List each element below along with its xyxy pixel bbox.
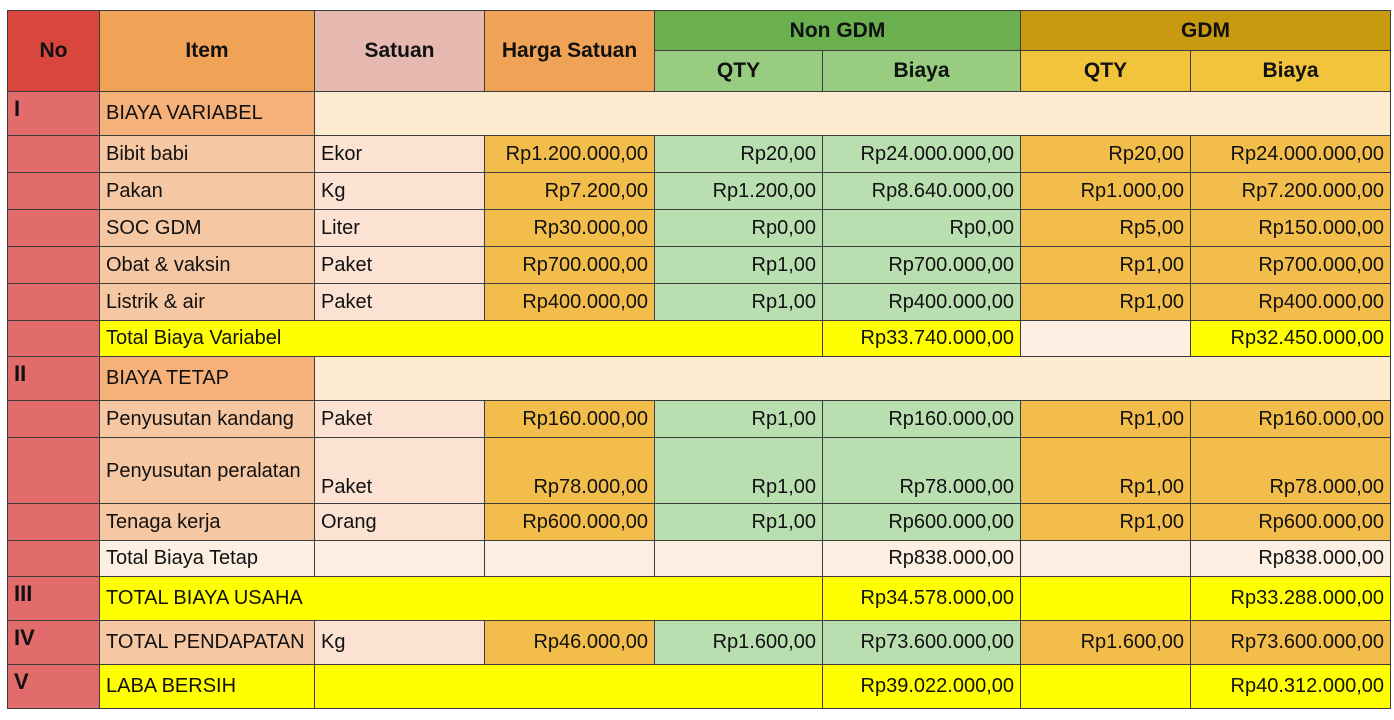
total-label: Total Biaya Tetap [100, 541, 315, 577]
gdm-qty-cell: Rp1,00 [1021, 438, 1191, 504]
summary-row-laba-bersih [8, 665, 1391, 709]
section-number: II [8, 357, 100, 401]
gdm-biaya-cell: Rp700.000,00 [1191, 247, 1391, 284]
section-band [315, 357, 1391, 401]
summary-label: LABA BERSIH [100, 665, 315, 709]
total-non-gdm: Rp838.000,00 [823, 541, 1021, 577]
total-row [8, 541, 1391, 577]
empty-cell [485, 541, 655, 577]
empty-cell [1021, 321, 1191, 357]
table-row [8, 284, 1391, 321]
harga-cell: Rp700.000,00 [485, 247, 655, 284]
row-number-cell [8, 438, 100, 504]
harga-cell: Rp78.000,00 [485, 438, 655, 504]
section-band [315, 92, 1391, 136]
row-number-cell [8, 401, 100, 438]
gdm-biaya-cell: Rp7.200.000,00 [1191, 173, 1391, 210]
satuan-cell: Orang [315, 504, 485, 541]
empty-cell [315, 541, 485, 577]
summary-gdm: Rp40.312.000,00 [1191, 665, 1391, 709]
empty-cell [1021, 577, 1191, 621]
cost-table-container [7, 10, 1391, 709]
harga-cell: Rp7.200,00 [485, 173, 655, 210]
section-row [8, 92, 1391, 136]
row-number-cell [8, 321, 100, 357]
section-row [8, 357, 1391, 401]
row-number-cell [8, 136, 100, 173]
header-no: No [8, 11, 100, 92]
item-cell: Penyusutan kandang [100, 401, 315, 438]
empty-cell [315, 665, 823, 709]
satuan-cell: Kg [315, 173, 485, 210]
gdm-qty-cell: Rp1.000,00 [1021, 173, 1191, 210]
non-gdm-qty-cell: Rp1,00 [655, 401, 823, 438]
summary-non-gdm-biaya: Rp73.600.000,00 [823, 621, 1021, 665]
gdm-biaya-cell: Rp78.000,00 [1191, 438, 1391, 504]
summary-label: TOTAL PENDAPATAN [100, 621, 315, 665]
section-number: V [8, 665, 100, 709]
total-label: Total Biaya Variabel [100, 321, 823, 357]
row-number-cell [8, 210, 100, 247]
header-non-gdm: Non GDM [655, 11, 1021, 51]
summary-row-total-pendapatan [8, 621, 1391, 665]
non-gdm-qty-cell: Rp1,00 [655, 438, 823, 504]
empty-cell [1021, 665, 1191, 709]
total-gdm: Rp838.000,00 [1191, 541, 1391, 577]
gdm-biaya-cell: Rp160.000,00 [1191, 401, 1391, 438]
satuan-cell: Paket [315, 284, 485, 321]
item-cell: Penyusutan peralatan [100, 438, 315, 504]
summary-gdm-biaya: Rp73.600.000,00 [1191, 621, 1391, 665]
total-gdm: Rp32.450.000,00 [1191, 321, 1391, 357]
gdm-qty-cell: Rp1,00 [1021, 504, 1191, 541]
harga-cell: Rp160.000,00 [485, 401, 655, 438]
table-row [8, 210, 1391, 247]
non-gdm-biaya-cell: Rp160.000,00 [823, 401, 1021, 438]
summary-harga: Rp46.000,00 [485, 621, 655, 665]
item-cell: Pakan [100, 173, 315, 210]
cost-comparison-table [7, 10, 1391, 709]
table-row [8, 401, 1391, 438]
header-non-gdm-qty: QTY [655, 51, 823, 92]
summary-row-total-biaya-usaha [8, 577, 1391, 621]
header-row-1 [8, 11, 1391, 51]
summary-gdm-qty: Rp1.600,00 [1021, 621, 1191, 665]
item-cell: SOC GDM [100, 210, 315, 247]
header-gdm-biaya: Biaya [1191, 51, 1391, 92]
summary-non-gdm: Rp34.578.000,00 [823, 577, 1021, 621]
summary-non-gdm-qty: Rp1.600,00 [655, 621, 823, 665]
harga-cell: Rp400.000,00 [485, 284, 655, 321]
item-cell: Obat & vaksin [100, 247, 315, 284]
gdm-qty-cell: Rp1,00 [1021, 284, 1191, 321]
harga-cell: Rp30.000,00 [485, 210, 655, 247]
header-satuan: Satuan [315, 11, 485, 92]
empty-cell [655, 541, 823, 577]
empty-cell [1021, 541, 1191, 577]
header-item: Item [100, 11, 315, 92]
header-gdm: GDM [1021, 11, 1391, 51]
row-number-cell [8, 247, 100, 284]
table-row [8, 438, 1391, 504]
non-gdm-biaya-cell: Rp78.000,00 [823, 438, 1021, 504]
non-gdm-qty-cell: Rp1,00 [655, 247, 823, 284]
section-title: BIAYA TETAP [100, 357, 315, 401]
non-gdm-qty-cell: Rp0,00 [655, 210, 823, 247]
non-gdm-biaya-cell: Rp400.000,00 [823, 284, 1021, 321]
item-cell: Bibit babi [100, 136, 315, 173]
summary-non-gdm: Rp39.022.000,00 [823, 665, 1021, 709]
table-row [8, 247, 1391, 284]
non-gdm-biaya-cell: Rp24.000.000,00 [823, 136, 1021, 173]
table-row [8, 136, 1391, 173]
item-cell: Listrik & air [100, 284, 315, 321]
gdm-biaya-cell: Rp24.000.000,00 [1191, 136, 1391, 173]
row-number-cell [8, 173, 100, 210]
harga-cell: Rp1.200.000,00 [485, 136, 655, 173]
harga-cell: Rp600.000,00 [485, 504, 655, 541]
gdm-qty-cell: Rp1,00 [1021, 247, 1191, 284]
gdm-qty-cell: Rp20,00 [1021, 136, 1191, 173]
section-number: III [8, 577, 100, 621]
non-gdm-biaya-cell: Rp600.000,00 [823, 504, 1021, 541]
item-cell: Tenaga kerja [100, 504, 315, 541]
total-non-gdm: Rp33.740.000,00 [823, 321, 1021, 357]
total-row [8, 321, 1391, 357]
non-gdm-biaya-cell: Rp8.640.000,00 [823, 173, 1021, 210]
table-row [8, 173, 1391, 210]
header-non-gdm-biaya: Biaya [823, 51, 1021, 92]
row-number-cell [8, 504, 100, 541]
section-number: IV [8, 621, 100, 665]
gdm-qty-cell: Rp5,00 [1021, 210, 1191, 247]
satuan-cell: Paket [315, 247, 485, 284]
summary-gdm: Rp33.288.000,00 [1191, 577, 1391, 621]
section-title: BIAYA VARIABEL [100, 92, 315, 136]
gdm-qty-cell: Rp1,00 [1021, 401, 1191, 438]
row-number-cell [8, 541, 100, 577]
non-gdm-qty-cell: Rp1.200,00 [655, 173, 823, 210]
table-row [8, 504, 1391, 541]
summary-satuan: Kg [315, 621, 485, 665]
header-harga-satuan: Harga Satuan [485, 11, 655, 92]
non-gdm-qty-cell: Rp1,00 [655, 504, 823, 541]
gdm-biaya-cell: Rp400.000,00 [1191, 284, 1391, 321]
summary-label: TOTAL BIAYA USAHA [100, 577, 823, 621]
header-gdm-qty: QTY [1021, 51, 1191, 92]
non-gdm-biaya-cell: Rp700.000,00 [823, 247, 1021, 284]
row-number-cell [8, 284, 100, 321]
satuan-cell: Paket [315, 438, 485, 504]
satuan-cell: Paket [315, 401, 485, 438]
satuan-cell: Liter [315, 210, 485, 247]
gdm-biaya-cell: Rp150.000,00 [1191, 210, 1391, 247]
satuan-cell: Ekor [315, 136, 485, 173]
non-gdm-qty-cell: Rp1,00 [655, 284, 823, 321]
non-gdm-biaya-cell: Rp0,00 [823, 210, 1021, 247]
non-gdm-qty-cell: Rp20,00 [655, 136, 823, 173]
gdm-biaya-cell: Rp600.000,00 [1191, 504, 1391, 541]
section-number: I [8, 92, 100, 136]
